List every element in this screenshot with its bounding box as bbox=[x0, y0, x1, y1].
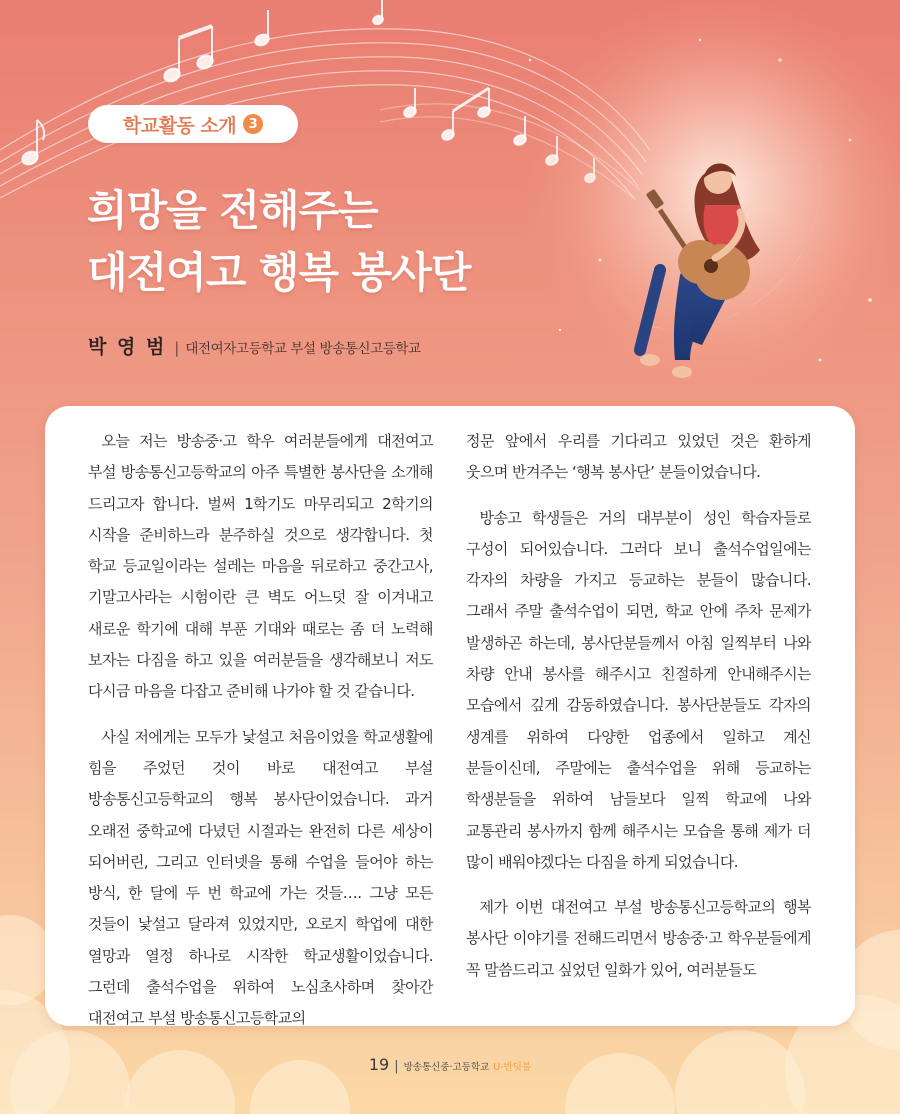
paragraph: 방송고 학생들은 거의 대부분이 성인 학습자들로 구성이 되어있습니다. 그러다 보니 출석수업일에는 각자의 차량을 가지고 등교하는 분들이 많습니다. 그래서 주말 출석수업이 되면, 학교 안에 주차 문제가 발생하곤 하는데, 봉사단분들께서 아침 일찍부터 나와 차량 안내 봉사를 해주시고 친절하게 안내해주시는 모습에서 깊게 감동하였습니다. 봉사단분들도 각자의 생계를 위하여 다양한 업종에서 일하고 계신 분들이신데, 주말에는 출석수업을 위해 등교하는 학생분들을 위하여 남들보다 일찍 학교에 나와 교통관리 봉사까지 함께 해주시는 모습을 통해 제가 더 많이 배워야겠다는 다짐을 하게 되었습니다. bbox=[466, 508, 811, 871]
publication-name: 방송통신중·고등학교 bbox=[403, 1062, 490, 1073]
brand-name: U-반딧불 bbox=[493, 1062, 532, 1073]
badge-number: 3 bbox=[243, 114, 263, 134]
author-separator: | bbox=[174, 339, 180, 357]
article-column-right bbox=[466, 426, 811, 986]
paragraph: 정문 앞에서 우리를 기다리고 있었던 것은 환하게 웃으며 반겨주는 ‘행복 봉사단’ 분들이었습니다. bbox=[466, 432, 811, 482]
article-column-left bbox=[88, 426, 433, 1035]
footer-separator: | bbox=[394, 1059, 399, 1074]
article-card bbox=[45, 406, 855, 1026]
page-footer bbox=[0, 1055, 900, 1074]
page-number: 19 bbox=[368, 1055, 390, 1074]
article-title bbox=[87, 180, 470, 304]
author-affiliation: 대전여자고등학교 부설 방송통신고등학교 bbox=[185, 341, 421, 357]
author-name: 박 영 범 bbox=[88, 336, 167, 358]
author-line bbox=[88, 332, 421, 359]
section-badge bbox=[88, 105, 298, 143]
paragraph: 사실 저에게는 모두가 낯설고 처음이었을 학교생활에 힘을 주었던 것이 바로 대전여고 부설 방송통신고등학교의 행복 봉사단이었습니다. 과거 오래전 중학교에 다녔던 시절과는 완전히 다른 세상이 되어버린, 그리고 인터넷을 통해 수업을 들어야 하는 방식, 한 달에 두 번 학교에 가는 것들…. 그냥 모든 것들이 낯설고 달라져 있었지만, 오로지 학업에 대한 열망과 열정 하나로 시작한 학교생활이었습니다. 그런데 출석수업을 위하여 노심초사하며 찾아간 대전여고 부설 방송통신고등학교의 bbox=[88, 727, 433, 1028]
title-line-2: 대전여고 행복 봉사단 bbox=[87, 248, 471, 297]
paragraph: 오늘 저는 방송중·고 학우 여러분들에게 대전여고 부설 방송통신고등학교의 아주 특별한 봉사단을 소개해 드리고자 합니다. 벌써 1학기도 마무리되고 2학기의 시작을 준비하느라 분주하실 것으로 생각합니다. 첫 학교 등교일이라는 설레는 마음을 뒤로하고 중간고사, 기말고사라는 시험이란 큰 벽도 어느덧 잘 이겨내고 새로운 학기에 대해 부푼 기대와 때로는 좀 더 노력해 보자는 다짐을 하고 있을 여러분들을 생각해보니 저도 다시금 마음을 다잡고 준비해 나가야 할 것 같습니다. bbox=[88, 432, 433, 701]
title-line-1: 희망을 전해주는 bbox=[87, 186, 378, 235]
badge-label: 학교활동 소개 bbox=[122, 114, 237, 137]
paragraph: 제가 이번 대전여고 부설 방송통신고등학교의 행복 봉사단 이야기를 전해드리면서 방송중·고 학우분들에게 꼭 말씀드리고 싶었던 일화가 있어, 여러분들도 bbox=[466, 898, 811, 979]
